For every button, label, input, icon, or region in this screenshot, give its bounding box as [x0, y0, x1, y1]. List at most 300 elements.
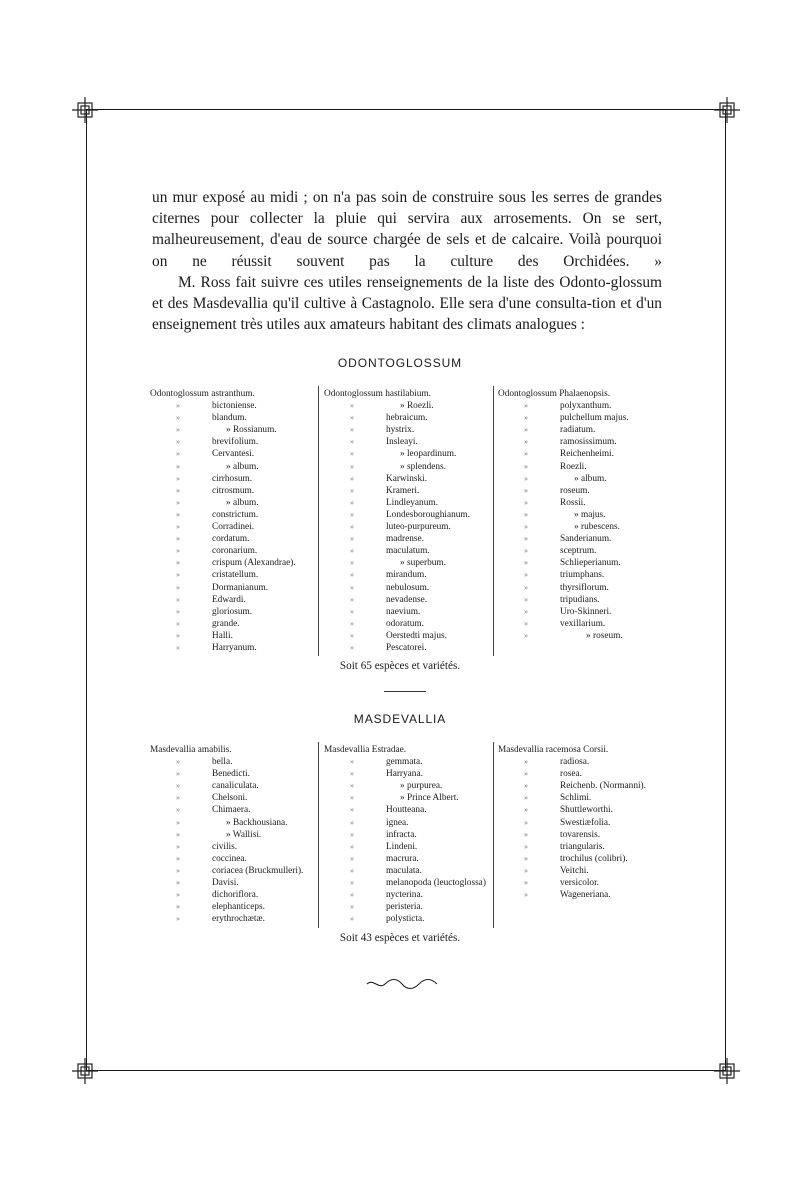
species-list-item — [498, 569, 666, 581]
ditto-mark: » — [350, 437, 354, 447]
ditto-mark: » — [176, 606, 180, 616]
species-list-item — [324, 829, 492, 841]
species-list-item — [498, 889, 666, 901]
species-name: Chelsoni. — [212, 793, 248, 804]
ditto-mark: » — [350, 865, 354, 875]
ditto-mark: » — [350, 769, 354, 779]
species-list-item — [150, 557, 318, 569]
ditto-mark: » — [350, 449, 354, 459]
species-name: Krameri. — [386, 485, 420, 496]
intro-paragraph-2: M. Ross fait suivre ces utiles renseignements de la liste des Odonto-glossum et des Masdevallia qu'il cultive à Castagnolo. Elle sera d'une consulta-tion et d'un enseignement très utiles aux amateurs habitant des climats analogues : — [152, 273, 662, 334]
ditto-mark: » — [350, 902, 354, 912]
species-list-item — [150, 400, 318, 412]
species-list-item — [150, 618, 318, 630]
ditto-mark: » — [176, 497, 180, 507]
species-list-item — [324, 594, 492, 606]
species-name: Harryanum. — [212, 642, 257, 653]
species-list-item — [150, 521, 318, 533]
species-name: nycterina. — [386, 890, 423, 901]
species-name: maculatum. — [386, 546, 430, 557]
species-name: » leopardinum. — [400, 449, 457, 460]
ditto-mark: » — [350, 522, 354, 532]
species-list-item — [498, 804, 666, 816]
species-list-item — [498, 594, 666, 606]
ditto-mark: » — [350, 817, 354, 827]
ditto-mark: » — [350, 757, 354, 767]
species-name: » Backhousiana. — [226, 817, 288, 828]
species-name: melanopoda (leuctoglossa) — [386, 878, 486, 889]
species-name: Dormanianum. — [212, 582, 269, 593]
species-list-item — [324, 756, 492, 768]
species-name: coronarium. — [212, 546, 258, 557]
species-name: Rossii. — [560, 497, 586, 508]
species-name: sceptrum. — [560, 546, 597, 557]
species-list-item — [324, 913, 492, 925]
species-name: Lindleyanum. — [386, 497, 438, 508]
species-name: » rubescens. — [574, 522, 620, 533]
species-list-item — [324, 400, 492, 412]
odontoglossum-column-3 — [498, 388, 666, 642]
species-list-item — [150, 473, 318, 485]
ditto-mark: » — [176, 817, 180, 827]
species-name: grande. — [212, 618, 240, 629]
species-name: coccinea. — [212, 853, 247, 864]
species-list-item — [498, 780, 666, 792]
species-list-item — [150, 509, 318, 521]
species-name: Masdevallia amabilis. — [150, 745, 232, 755]
species-name: hebraicum. — [386, 413, 428, 424]
species-list-item — [324, 521, 492, 533]
ditto-mark: » — [524, 865, 528, 875]
species-list-item — [498, 744, 666, 756]
species-list-item — [150, 497, 318, 509]
ditto-mark: » — [524, 425, 528, 435]
species-list-item — [498, 533, 666, 545]
ditto-mark: » — [350, 594, 354, 604]
species-list-item — [324, 606, 492, 618]
species-name: nebulosum. — [386, 582, 430, 593]
species-name: Harryana. — [386, 769, 423, 780]
species-list-item — [150, 545, 318, 557]
ditto-mark: » — [524, 401, 528, 411]
ditto-mark: » — [176, 865, 180, 875]
ditto-mark: » — [176, 437, 180, 447]
species-name: infracta. — [386, 829, 417, 840]
species-list-item — [324, 642, 492, 654]
ditto-mark: » — [350, 890, 354, 900]
species-list-item — [324, 509, 492, 521]
ditto-mark: » — [176, 793, 180, 803]
species-list-item — [150, 913, 318, 925]
species-name: » Rossianum. — [226, 425, 277, 436]
species-list-item — [324, 388, 492, 400]
species-name: nevadense. — [386, 594, 428, 605]
ditto-mark: » — [524, 841, 528, 851]
species-list-item — [150, 877, 318, 889]
ditto-mark: » — [176, 546, 180, 556]
ditto-mark: » — [176, 781, 180, 791]
species-list-item — [324, 448, 492, 460]
species-name: Schlimi. — [560, 793, 592, 804]
species-list-item — [498, 841, 666, 853]
species-list-item — [150, 582, 318, 594]
species-name: cirrhosum. — [212, 473, 253, 484]
ditto-mark: » — [350, 485, 354, 495]
ditto-mark: » — [524, 546, 528, 556]
species-name: Uro-Skinneri. — [560, 606, 612, 617]
intro-paragraph-1: un mur exposé au midi ; on n'a pas soin de construire sous les serres de grandes citernes pour collecter la pluie qui servira aux arrosements. On se sert, malheureusement, d'eau de source chargée de sels et de calcaire. Voilà pourquoi on ne réussit souvent pas la culture des Orchidées. » — [152, 189, 662, 270]
species-name: Halli. — [212, 630, 233, 641]
species-list-item — [498, 388, 666, 400]
ditto-mark: » — [524, 769, 528, 779]
species-list-item — [150, 792, 318, 804]
ditto-mark: » — [524, 497, 528, 507]
ditto-mark: » — [350, 841, 354, 851]
ditto-mark: » — [524, 570, 528, 580]
ditto-mark: » — [176, 642, 180, 652]
species-name: » purpurea. — [400, 781, 443, 792]
ditto-mark: » — [176, 401, 180, 411]
species-list-item — [150, 461, 318, 473]
species-name: Oerstedti majus. — [386, 630, 447, 641]
ditto-mark: » — [350, 497, 354, 507]
species-list-item — [498, 817, 666, 829]
species-name: Veitchi. — [560, 865, 589, 876]
species-list-item — [498, 756, 666, 768]
species-list-item — [150, 642, 318, 654]
species-name: radiosa. — [560, 757, 590, 768]
species-list-item — [324, 618, 492, 630]
species-name: radiatum. — [560, 425, 596, 436]
species-name: Odontoglossum Phalaenopsis. — [498, 389, 611, 399]
species-list-item — [498, 509, 666, 521]
corner-ornament-top-left — [70, 95, 100, 125]
ditto-mark: » — [524, 630, 528, 640]
species-name: maculata. — [386, 865, 422, 876]
species-list-item — [324, 461, 492, 473]
masdevallia-summary: Soit 43 espèces et variétés. — [339, 932, 461, 944]
species-name: Karwinski. — [386, 473, 428, 484]
section-divider — [384, 691, 426, 692]
ditto-mark: » — [524, 461, 528, 471]
ditto-mark: » — [350, 853, 354, 863]
species-name: » album. — [574, 473, 607, 484]
ditto-mark: » — [350, 793, 354, 803]
species-name: madrense. — [386, 534, 424, 545]
masdevallia-heading: MASDEVALLIA — [353, 712, 447, 726]
species-list-item — [324, 865, 492, 877]
species-name: » superbum. — [400, 558, 446, 569]
ditto-mark: » — [524, 534, 528, 544]
corner-ornament-bottom-right — [712, 1056, 742, 1086]
ditto-mark: » — [176, 618, 180, 628]
species-name: Schlieperianum. — [560, 558, 621, 569]
ditto-mark: » — [524, 437, 528, 447]
species-list-item — [150, 448, 318, 460]
ditto-mark: » — [350, 618, 354, 628]
ditto-mark: » — [524, 606, 528, 616]
ditto-mark: » — [350, 509, 354, 519]
ditto-mark: » — [176, 509, 180, 519]
species-name: peristeria. — [386, 902, 423, 913]
ditto-mark: » — [350, 781, 354, 791]
species-name: Houtteana. — [386, 805, 427, 816]
ditto-mark: » — [176, 485, 180, 495]
species-list-item — [498, 485, 666, 497]
species-name: » album. — [226, 461, 259, 472]
species-list-item — [150, 768, 318, 780]
species-name: macrura. — [386, 853, 419, 864]
species-list-item — [498, 618, 666, 630]
species-name: » Roezli. — [400, 401, 434, 412]
species-list-item — [150, 780, 318, 792]
ditto-mark: » — [176, 522, 180, 532]
species-name: Odontoglossum astranthum. — [150, 389, 255, 399]
species-name: mirandum. — [386, 570, 427, 581]
species-list-item — [498, 829, 666, 841]
ditto-mark: » — [350, 413, 354, 423]
species-name: crispum (Alexandrae). — [212, 558, 296, 569]
species-name: Londesboroughianum. — [386, 509, 470, 520]
species-list-item — [498, 792, 666, 804]
masdevallia-column-2 — [324, 744, 492, 925]
species-list-item — [498, 424, 666, 436]
ditto-mark: » — [176, 413, 180, 423]
ditto-mark: » — [176, 841, 180, 851]
species-list-item — [150, 533, 318, 545]
species-name: elephanticeps. — [212, 902, 265, 913]
species-name: gemmata. — [386, 757, 423, 768]
ditto-mark: » — [350, 829, 354, 839]
species-name: vexillarium. — [560, 618, 606, 629]
ditto-mark: » — [350, 461, 354, 471]
species-name: gloriosum. — [212, 606, 253, 617]
species-list-item — [150, 744, 318, 756]
species-list-item — [498, 557, 666, 569]
ditto-mark: » — [350, 558, 354, 568]
species-list-item — [498, 545, 666, 557]
ditto-mark: » — [524, 817, 528, 827]
species-name: coriacea (Bruckmulleri). — [212, 865, 304, 876]
species-list-item — [324, 817, 492, 829]
species-list-item — [324, 877, 492, 889]
ditto-mark: » — [176, 805, 180, 815]
species-name: cristatellum. — [212, 570, 259, 581]
species-name: Reichenheimi. — [560, 449, 614, 460]
species-name: dichoriflora. — [212, 890, 259, 901]
species-list-item — [498, 582, 666, 594]
ditto-mark: » — [176, 890, 180, 900]
species-name: Insleayi. — [386, 437, 418, 448]
species-list-item — [150, 756, 318, 768]
ditto-mark: » — [176, 558, 180, 568]
ditto-mark: » — [524, 805, 528, 815]
species-list-item — [324, 436, 492, 448]
ditto-mark: » — [524, 522, 528, 532]
masdevallia-column-3 — [498, 744, 666, 901]
ditto-mark: » — [176, 914, 180, 924]
species-list-item — [324, 780, 492, 792]
species-name: Swestiæfolia. — [560, 817, 611, 828]
species-name: Lindeni. — [386, 841, 418, 852]
species-list-item — [498, 400, 666, 412]
species-name: Roezli. — [560, 461, 587, 472]
species-name: odoratum. — [386, 618, 424, 629]
ditto-mark: » — [176, 582, 180, 592]
species-list-item — [324, 569, 492, 581]
species-name: » album. — [226, 497, 259, 508]
ditto-mark: » — [350, 473, 354, 483]
corner-ornament-bottom-left — [70, 1056, 100, 1086]
ditto-mark: » — [350, 546, 354, 556]
species-list-item — [324, 485, 492, 497]
species-list-item — [324, 424, 492, 436]
species-list-item — [498, 606, 666, 618]
species-name: erythrochætæ. — [212, 914, 265, 925]
species-name: pulchellum majus. — [560, 413, 629, 424]
species-name: bictoniense. — [212, 401, 257, 412]
species-list-item — [150, 436, 318, 448]
species-name: roseum. — [560, 485, 590, 496]
ditto-mark: » — [350, 805, 354, 815]
ditto-mark: » — [524, 618, 528, 628]
species-list-item — [150, 865, 318, 877]
species-name: » Prince Albert. — [400, 793, 459, 804]
species-name: versicolor. — [560, 878, 599, 889]
ditto-mark: » — [350, 642, 354, 652]
species-name: Shuttleworthi. — [560, 805, 613, 816]
odontoglossum-heading: ODONTOGLOSSUM — [337, 356, 463, 370]
ditto-mark: » — [350, 401, 354, 411]
ditto-mark: » — [176, 449, 180, 459]
ditto-mark: » — [524, 878, 528, 888]
species-list-item — [498, 412, 666, 424]
ditto-mark: » — [176, 473, 180, 483]
species-list-item — [150, 594, 318, 606]
species-name: Corradinei. — [212, 522, 255, 533]
species-list-item — [324, 630, 492, 642]
ditto-mark: » — [524, 793, 528, 803]
species-list-item — [324, 804, 492, 816]
species-name: ramosissimum. — [560, 437, 617, 448]
species-list-item — [498, 630, 666, 642]
species-list-item — [498, 461, 666, 473]
species-list-item — [498, 473, 666, 485]
species-name: brevifolium. — [212, 437, 259, 448]
species-name: » Wallisi. — [226, 829, 262, 840]
species-name: Pescatorei. — [386, 642, 427, 653]
ditto-mark: » — [350, 878, 354, 888]
ditto-mark: » — [176, 878, 180, 888]
species-name: luteo-purpureum. — [386, 522, 451, 533]
species-name: cordatum. — [212, 534, 250, 545]
ditto-mark: » — [524, 558, 528, 568]
ditto-mark: » — [524, 594, 528, 604]
species-name: tripudians. — [560, 594, 600, 605]
ditto-mark: » — [176, 829, 180, 839]
species-list-item — [150, 889, 318, 901]
species-name: tovarensis. — [560, 829, 601, 840]
odontoglossum-column-1 — [150, 388, 318, 654]
species-list-item — [498, 436, 666, 448]
corner-ornament-top-right — [712, 95, 742, 125]
species-name: citrosmum. — [212, 485, 255, 496]
species-list-item — [324, 412, 492, 424]
species-name: Wageneriana. — [560, 890, 611, 901]
species-name: bella. — [212, 757, 233, 768]
ditto-mark: » — [176, 534, 180, 544]
ditto-mark: » — [176, 461, 180, 471]
species-name: constrictum. — [212, 509, 259, 520]
species-name: polyxanthum. — [560, 401, 612, 412]
masdevallia-column-1 — [150, 744, 318, 925]
species-list-item — [150, 569, 318, 581]
species-name: Sanderianum. — [560, 534, 612, 545]
species-list-item — [324, 901, 492, 913]
ditto-mark: » — [524, 829, 528, 839]
ditto-mark: » — [524, 781, 528, 791]
species-name: Reichenb. (Normanni). — [560, 781, 646, 792]
species-name: canaliculata. — [212, 781, 259, 792]
column-divider — [493, 386, 494, 656]
species-list-item — [324, 545, 492, 557]
species-list-item — [324, 768, 492, 780]
species-list-item — [324, 533, 492, 545]
species-list-item — [150, 424, 318, 436]
species-name: Davisi. — [212, 878, 239, 889]
ditto-mark: » — [176, 853, 180, 863]
species-list-item — [150, 829, 318, 841]
ditto-mark: » — [524, 413, 528, 423]
ditto-mark: » — [524, 485, 528, 495]
species-list-item — [498, 853, 666, 865]
species-name: triumphans. — [560, 570, 605, 581]
species-list-item — [150, 388, 318, 400]
ditto-mark: » — [350, 582, 354, 592]
ditto-mark: » — [524, 449, 528, 459]
species-name: Edwardi. — [212, 594, 246, 605]
species-name: ignea. — [386, 817, 409, 828]
ditto-mark: » — [176, 570, 180, 580]
species-list-item — [150, 412, 318, 424]
species-list-item — [498, 768, 666, 780]
ditto-mark: » — [350, 425, 354, 435]
intro-text — [152, 187, 662, 335]
species-name: Benedicti. — [212, 769, 250, 780]
species-name: Chimaera. — [212, 805, 251, 816]
tail-flourish-ornament — [365, 978, 439, 990]
species-name: civilis. — [212, 841, 238, 852]
species-name: » splendens. — [400, 461, 446, 472]
species-name: blandum. — [212, 413, 247, 424]
column-divider — [318, 742, 319, 928]
species-name: triangularis. — [560, 841, 605, 852]
species-name: Masdevallia Estradae. — [324, 745, 407, 755]
species-list-item — [150, 841, 318, 853]
species-list-item — [150, 817, 318, 829]
species-name: Odontoglossum hastilabium. — [324, 389, 431, 399]
species-name: hystrix. — [386, 425, 415, 436]
ditto-mark: » — [176, 594, 180, 604]
species-list-item — [150, 485, 318, 497]
ditto-mark: » — [350, 534, 354, 544]
ditto-mark: » — [350, 914, 354, 924]
ditto-mark: » — [176, 757, 180, 767]
ditto-mark: » — [350, 570, 354, 580]
ditto-mark: » — [524, 473, 528, 483]
species-list-item — [324, 497, 492, 509]
ditto-mark: » — [176, 425, 180, 435]
